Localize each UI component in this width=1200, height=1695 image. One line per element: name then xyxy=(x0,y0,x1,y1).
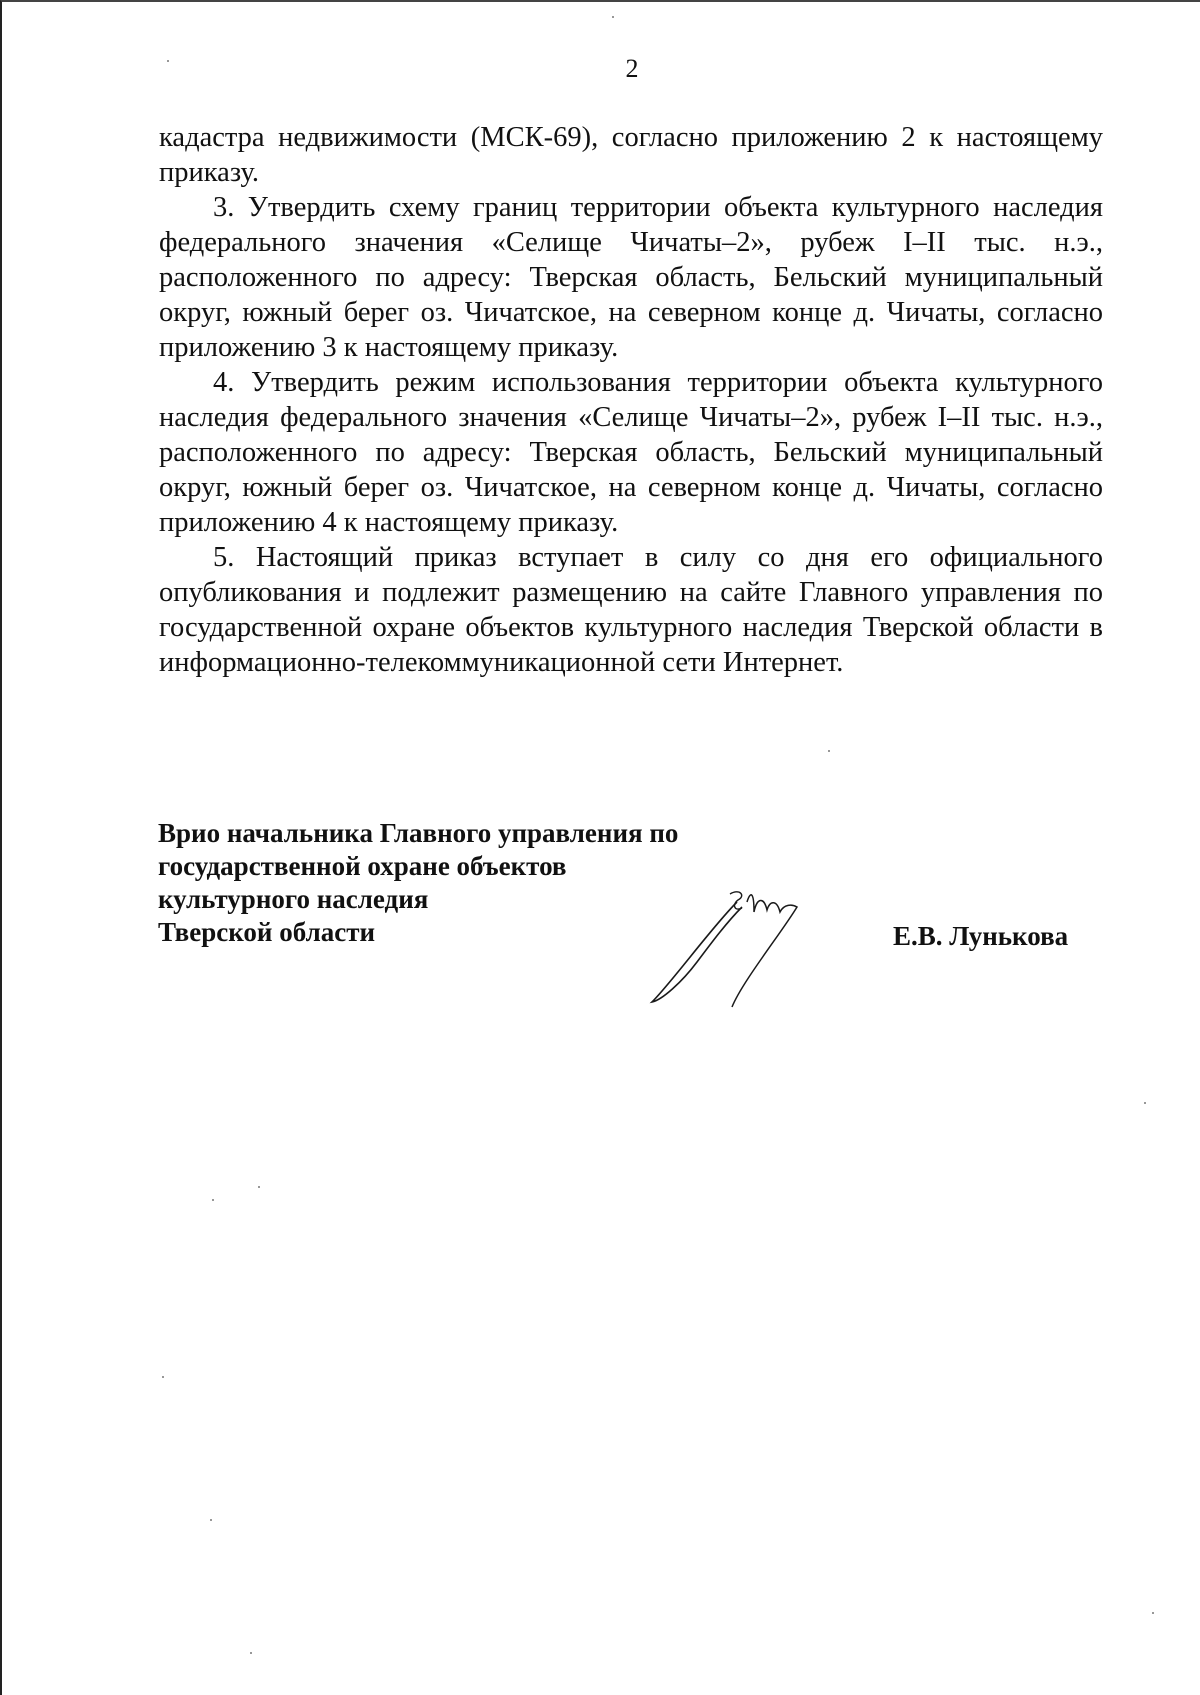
page-number: 2 xyxy=(625,54,639,83)
scan-speck xyxy=(210,1519,212,1521)
signer-position-line: государственной охране объектов xyxy=(158,851,567,881)
paragraph-item-3: 3. Утвердить схему границ территории объекта культурного наследия федерального значения «Селище Чичаты–2», рубеж I–II тыс. н.э., расположенного по адресу: Тверская область, Бельский муниципальный округ, южный берег оз. Чичатское, на северном конце д. Чичаты, согласно приложению 3 к настоящему приказу. xyxy=(159,192,1103,363)
signer-position xyxy=(158,817,678,949)
scan-speck xyxy=(162,1376,164,1378)
paragraph-item-5: 5. Настоящий приказ вступает в силу со дня его официального опубликования и подлежит размещению на сайте Главного управления по государственной охране объектов культурного наследия Тверской области в информационно-телекоммуникационной сети Интернет. xyxy=(159,542,1103,678)
scan-speck xyxy=(258,1186,260,1188)
signer-position-line: культурного наследия xyxy=(158,884,429,914)
paragraph-item-4: 4. Утвердить режим использования территории объекта культурного наследия федерального значения «Селище Чичаты–2», рубеж I–II тыс. н.э., расположенного по адресу: Тверская область, Бельский муниципальный округ, южный берег оз. Чичатское, на северном конце д. Чичаты, согласно приложению 4 к настоящему приказу. xyxy=(159,367,1103,538)
document-body xyxy=(159,120,1103,680)
scan-speck xyxy=(1144,1102,1146,1104)
scan-speck xyxy=(212,1199,214,1201)
paragraph-continuation: кадастра недвижимости (МСК-69), согласно приложению 2 к настоящему приказу. xyxy=(159,122,1103,188)
scan-speck xyxy=(167,60,169,62)
scan-speck xyxy=(1152,1612,1154,1614)
scan-speck xyxy=(612,16,614,18)
signer-name: Е.В. Лунькова xyxy=(893,921,1069,951)
scan-speck xyxy=(250,1652,252,1654)
signer-position-line: Врио начальника Главного управления по xyxy=(158,818,679,848)
scan-speck xyxy=(828,750,830,752)
handwritten-signature xyxy=(642,882,832,1012)
signer-position-line: Тверской области xyxy=(158,917,376,947)
